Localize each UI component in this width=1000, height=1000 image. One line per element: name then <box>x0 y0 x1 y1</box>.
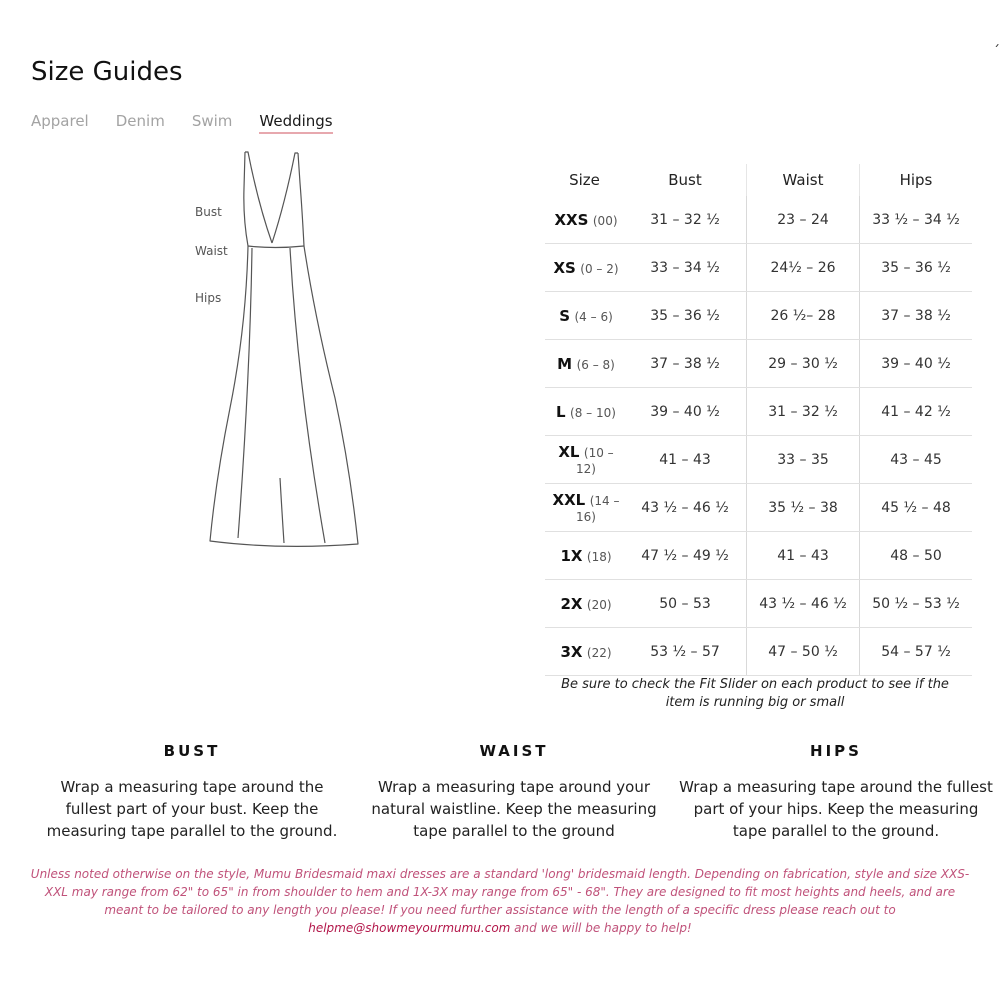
table-row <box>545 292 972 340</box>
bust-cell: 53 ½ – 57 <box>624 628 747 676</box>
waist-heading: WAIST <box>479 742 549 760</box>
bust-label: Bust <box>195 205 222 219</box>
hips-cell: 54 – 57 ½ <box>860 628 973 676</box>
size-number: (20) <box>586 597 612 612</box>
size-number: (14 – 16) <box>576 493 620 524</box>
size-code: XL <box>558 442 580 461</box>
size-code: XXL <box>552 490 586 509</box>
waist-label: Waist <box>195 244 228 258</box>
hips-text: Wrap a measuring tape around the fullest part of your hips. Keep the measuring tape parallel to the ground. <box>679 778 993 840</box>
table-row <box>545 436 972 484</box>
size-code: 1X <box>560 546 583 565</box>
hips-instructions <box>678 742 994 842</box>
size-guide-tabs <box>31 112 333 134</box>
size-number: (18) <box>586 549 612 564</box>
hips-cell: 45 ½ – 48 <box>860 484 973 532</box>
size-code: M <box>557 354 573 373</box>
waist-cell: 41 – 43 <box>747 532 860 580</box>
size-cell <box>545 292 624 340</box>
size-code: S <box>559 306 571 325</box>
size-number: (8 – 10) <box>570 405 616 420</box>
table-row <box>545 532 972 580</box>
size-code: XXS <box>554 210 589 229</box>
size-code: XS <box>553 258 576 277</box>
table-row <box>545 484 972 532</box>
waist-cell: 26 ½– 28 <box>747 292 860 340</box>
hips-cell: 43 – 45 <box>860 436 973 484</box>
hips-heading: HIPS <box>810 742 862 760</box>
hips-cell: 50 ½ – 53 ½ <box>860 580 973 628</box>
header-size: Size <box>569 171 600 189</box>
tab-denim[interactable]: Denim <box>115 112 165 130</box>
bust-instructions <box>37 742 347 842</box>
waist-cell: 35 ½ – 38 <box>747 484 860 532</box>
size-code: L <box>556 402 566 421</box>
tab-weddings[interactable]: Weddings <box>259 112 332 134</box>
size-number: (10 – 12) <box>576 445 614 476</box>
table-row <box>545 340 972 388</box>
hips-cell: 35 – 36 ½ <box>860 244 973 292</box>
table-row <box>545 196 972 244</box>
fit-slider-note: Be sure to check the Fit Slider on each product to see if the item is running big or small <box>561 677 949 710</box>
close-icon[interactable]: ˊ <box>993 44 1000 60</box>
table-row <box>545 388 972 436</box>
waist-cell: 33 – 35 <box>747 436 860 484</box>
size-cell <box>545 628 624 676</box>
size-number: (22) <box>586 645 612 660</box>
bust-cell: 37 – 38 ½ <box>624 340 747 388</box>
bust-cell: 35 – 36 ½ <box>624 292 747 340</box>
size-code: 3X <box>560 642 583 661</box>
waist-cell: 29 – 30 ½ <box>747 340 860 388</box>
bust-cell: 50 – 53 <box>624 580 747 628</box>
tab-apparel[interactable]: Apparel <box>31 112 89 130</box>
size-cell <box>545 436 624 484</box>
bust-cell: 41 – 43 <box>624 436 747 484</box>
size-chart-table <box>545 164 972 676</box>
bust-cell: 33 – 34 ½ <box>624 244 747 292</box>
hips-cell: 41 – 42 ½ <box>860 388 973 436</box>
table-row <box>545 244 972 292</box>
waist-cell: 24½ – 26 <box>747 244 860 292</box>
size-number: (00) <box>592 213 618 228</box>
waist-cell: 47 – 50 ½ <box>747 628 860 676</box>
size-cell <box>545 484 624 532</box>
length-disclaimer <box>28 865 972 937</box>
tab-swim[interactable]: Swim <box>191 112 233 130</box>
waist-text: Wrap a measuring tape around your natural waistline. Keep the measuring tape parallel to the ground <box>371 778 657 840</box>
table-row <box>545 580 972 628</box>
bust-cell: 43 ½ – 46 ½ <box>624 484 747 532</box>
hips-cell: 37 – 38 ½ <box>860 292 973 340</box>
bust-text: Wrap a measuring tape around the fullest part of your bust. Keep the measuring tape parallel to the ground. <box>46 778 338 840</box>
header-bust: Bust <box>624 164 747 196</box>
disclaimer-text: Unless noted otherwise on the style, Mumu Bridesmaid maxi dresses are a standard 'long' bridesmaid length. Depending on fabrication, style and size XXS-XXL may range from 62" to 65" in from shoulder to hem and 1X-3X may range from 65" - 68". They are designed to fit most heights and heels, and are meant to be tailored to any length you please! If you need further assistance with the length of a specific dress please reach out to <box>30 867 970 917</box>
size-cell <box>545 388 624 436</box>
bust-cell: 47 ½ – 49 ½ <box>624 532 747 580</box>
size-cell <box>545 580 624 628</box>
disclaimer-closing: and we will be happy to help! <box>510 921 692 935</box>
bust-heading: BUST <box>163 742 221 760</box>
table-row <box>545 628 972 676</box>
dress-illustration <box>200 148 370 553</box>
table-header-row <box>545 164 972 196</box>
waist-cell: 43 ½ – 46 ½ <box>747 580 860 628</box>
size-number: (0 – 2) <box>580 261 619 276</box>
bust-cell: 39 – 40 ½ <box>624 388 747 436</box>
size-code: 2X <box>560 594 583 613</box>
size-number: (4 – 6) <box>574 309 613 324</box>
size-cell <box>545 340 624 388</box>
hips-cell: 39 – 40 ½ <box>860 340 973 388</box>
hips-cell: 48 – 50 <box>860 532 973 580</box>
header-waist: Waist <box>747 164 860 196</box>
bust-cell: 31 – 32 ½ <box>624 196 747 244</box>
size-cell <box>545 244 624 292</box>
waist-instructions <box>358 742 670 842</box>
size-number: (6 – 8) <box>576 357 615 372</box>
help-email-link[interactable]: helpme@showmeyourmumu.com <box>308 921 511 935</box>
hips-cell: 33 ½ – 34 ½ <box>860 196 973 244</box>
waist-cell: 31 – 32 ½ <box>747 388 860 436</box>
header-hips: Hips <box>899 171 933 189</box>
waist-cell: 23 – 24 <box>747 196 860 244</box>
hips-label: Hips <box>195 291 222 305</box>
size-cell <box>545 196 624 244</box>
page-title: Size Guides <box>31 57 183 87</box>
size-cell <box>545 532 624 580</box>
